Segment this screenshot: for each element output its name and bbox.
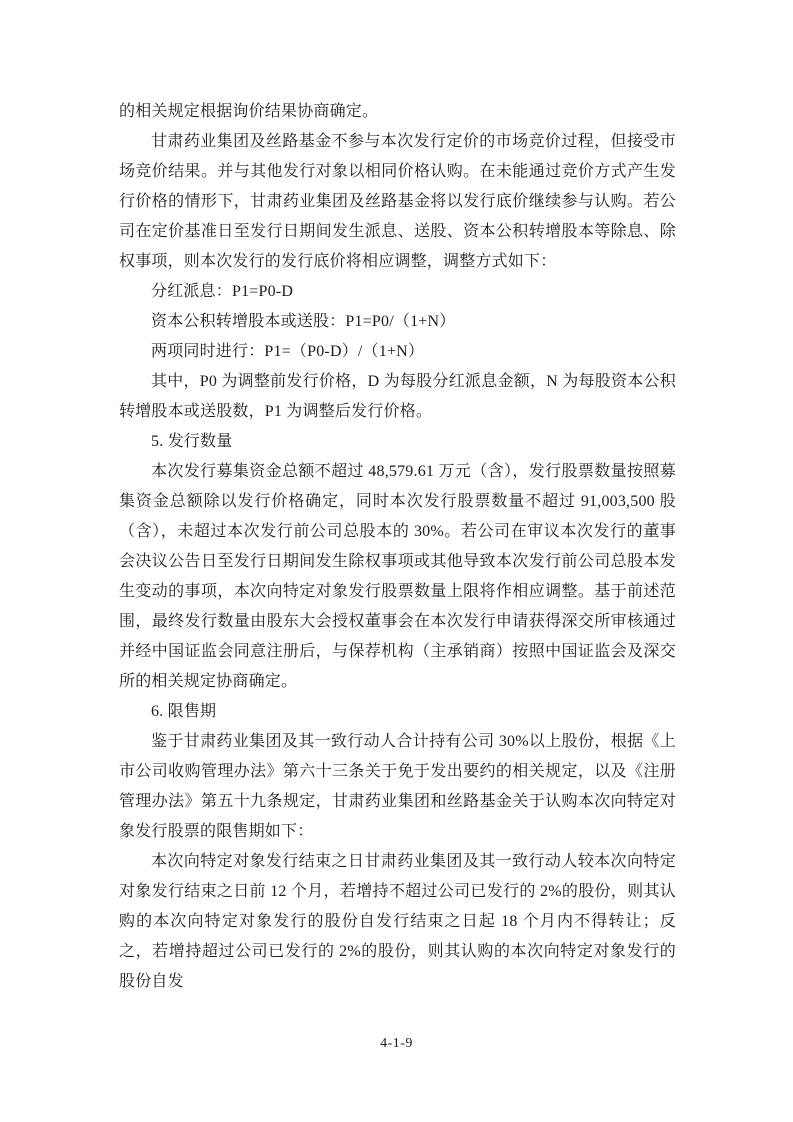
document-body bbox=[119, 97, 676, 997]
paragraph: 的相关规定根据询价结果协商确定。 bbox=[119, 103, 379, 120]
paragraph: 鉴于甘肃药业集团及其一致行动人合计持有公司 30%以上股份，根据《上市公司收购管理办法》第六十三条关于免于发出要约的相关规定，以及《注册管理办法》第五十九条规定，甘肃药业集团和丝路基金关于认购本次向特定对象发行股票的限售期如下： bbox=[119, 733, 676, 840]
paragraph: 本次向特定对象发行结束之日甘肃药业集团及其一致行动人较本次向特定对象发行结束之日前 12 个月，若增持不超过公司已发行的 2%的股份，则其认购的本次向特定对象发行的股份自发行结束之日起 18 个月内不得转让；反之，若增持超过公司已发行的 2%的股份，则其认购的本次向特定对象发行的股份自发 bbox=[119, 853, 676, 990]
section-heading: 6. 限售期 bbox=[151, 703, 217, 720]
page-number: 4-1-9 bbox=[380, 1036, 413, 1051]
paragraph: 两项同时进行：P1=（P0-D）/（1+N） bbox=[151, 343, 425, 360]
paragraph: 甘肃药业集团及丝路基金不参与本次发行定价的市场竞价过程，但接受市场竞价结果。并与其他发行对象以相同价格认购。在未能通过竞价方式产生发行价格的情形下，甘肃药业集团及丝路基金将以发行底价继续参与认购。若公司在定价基准日至发行日期间发生派息、送股、资本公积转增股本等除息、除权事项，则本次发行的发行底价将相应调整，调整方式如下： bbox=[119, 133, 676, 270]
paragraph: 资本公积转增股本或送股：P1=P0/（1+N） bbox=[151, 313, 456, 330]
paragraph: 分红派息：P1=P0-D bbox=[151, 283, 294, 300]
section-heading: 5. 发行数量 bbox=[151, 433, 233, 450]
paragraph: 本次发行募集资金总额不超过 48,579.61 万元（含），发行股票数量按照募集资金总额除以发行价格确定，同时本次发行股票数量不超过 91,003,500 股（含），未超过本次发行前公司总股本的 30%。若公司在审议本次发行的董事会决议公告日至发行日期间发生除权事项或其他导致本次发行前公司总股本发生变动的事项，本次向特定对象发行股票数量上限将作相应调整。基于前述范围，最终发行数量由股东大会授权董事会在本次发行申请获得深交所审核通过并经中国证监会同意注册后，与保荐机构（主承销商）按照中国证监会及深交所的相关规定协商确定。 bbox=[119, 463, 676, 690]
paragraph: 其中，P0 为调整前发行价格，D 为每股分红派息金额，N 为每股资本公积转增股本或送股数，P1 为调整后发行价格。 bbox=[119, 373, 676, 420]
